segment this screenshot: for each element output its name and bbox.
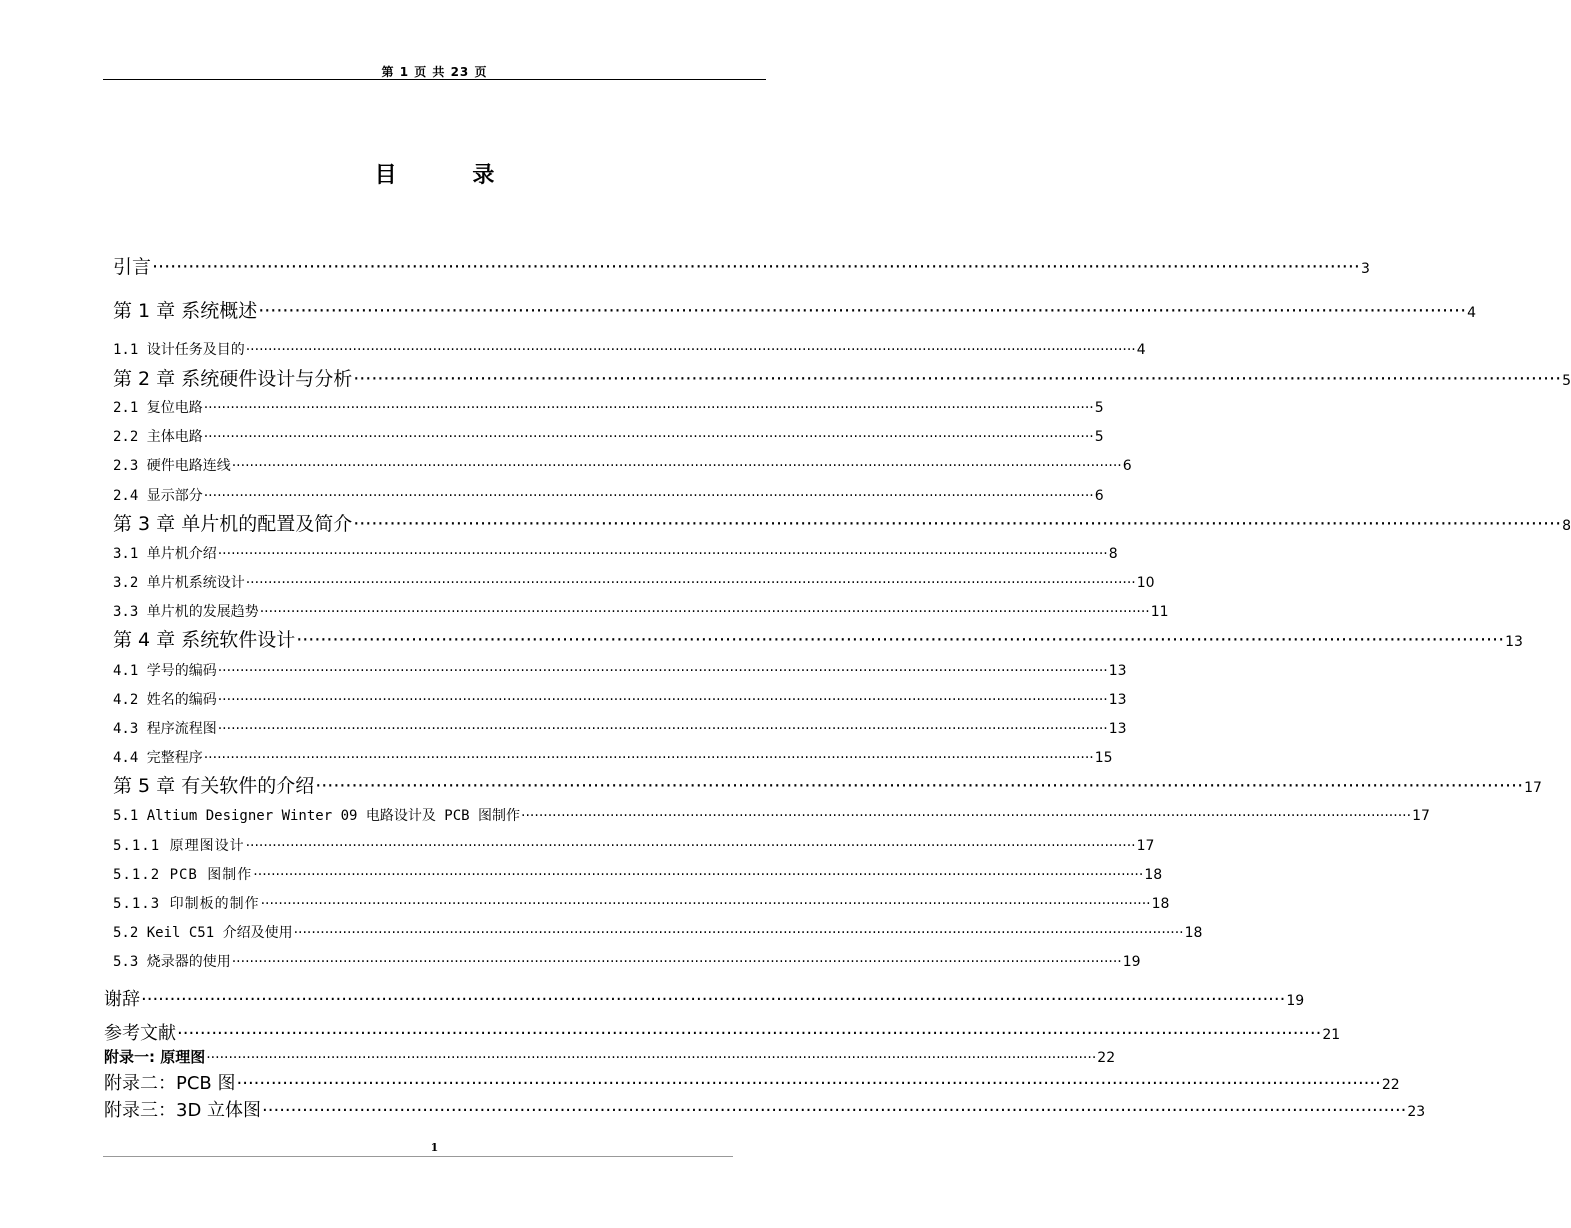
toc-leader-dots: ········································································································································································································ (353, 513, 1562, 535)
toc-entry[interactable] (104, 1046, 1116, 1067)
toc-entry[interactable] (113, 747, 1113, 767)
toc-entry[interactable] (113, 455, 1132, 475)
toc-entry[interactable] (113, 426, 1104, 446)
toc-entry-label: 5.2 Keil C51 介绍及使用 (113, 925, 293, 941)
toc-entry-label: 第 3 章 单片机的配置及简介 (113, 513, 353, 535)
toc-entry-label: 4.2 姓名的编码 (113, 692, 217, 708)
toc-leader-dots: ········································································································································································································ (236, 1073, 1381, 1094)
toc-entry[interactable] (113, 922, 1203, 942)
toc-entry-label: 2.1 复位电路 (113, 400, 203, 416)
toc-entry[interactable] (113, 805, 1430, 825)
toc-leader-dots: ········································································································································································································ (259, 604, 1150, 620)
toc-entry-page: 5 (1094, 429, 1104, 445)
toc-entry[interactable] (104, 1019, 1341, 1045)
toc-entry-label: 4.1 学号的编码 (113, 663, 217, 679)
toc-leader-dots: ········································································································································································································ (521, 808, 1412, 824)
toc-leader-dots: ········································································································································································································ (253, 867, 1144, 883)
toc-leader-dots: ········································································································································································································ (203, 488, 1094, 504)
toc-entry-label: 附录二：PCB 图 (104, 1073, 236, 1094)
toc-leader-dots: ········································································································································································································ (315, 775, 1524, 797)
toc-entry[interactable] (113, 893, 1170, 913)
toc-entry-page: 4 (1467, 305, 1477, 321)
toc-leader-dots: ········································································································································································································ (245, 575, 1136, 591)
toc-leader-dots: ········································································································································································································ (231, 458, 1122, 474)
toc-entry-label: 参考文献 (104, 1023, 176, 1044)
toc-entry-page: 13 (1505, 634, 1523, 650)
toc-entry[interactable] (113, 835, 1155, 855)
toc-entry-page: 4 (1136, 342, 1146, 358)
toc-entry[interactable] (113, 543, 1118, 563)
toc-entry[interactable] (113, 951, 1141, 971)
toc-entry-label: 1.1 设计任务及目的 (113, 342, 245, 358)
toc-entry-label: 5.1.2 PCB 图制作 (113, 867, 253, 883)
toc-entry[interactable] (104, 985, 1305, 1011)
toc-entry-label: 3.2 单片机系统设计 (113, 575, 245, 591)
toc-leader-dots: ········································································································································································································ (262, 1100, 1407, 1121)
toc-entry[interactable] (113, 252, 1370, 279)
toc-leader-dots: ········································································································································································································ (258, 300, 1467, 322)
toc-entry-page: 22 (1097, 1050, 1116, 1066)
toc-entry[interactable] (113, 689, 1127, 709)
toc-leader-dots: ········································································································································································································ (217, 663, 1108, 679)
toc-entry-label: 附录一: 原理图 (104, 1048, 206, 1066)
toc-entry[interactable] (113, 864, 1163, 884)
footer-divider (103, 1156, 733, 1157)
toc-leader-dots: ········································································································································································································ (203, 429, 1094, 445)
toc-entry[interactable] (113, 296, 1477, 323)
toc-entry[interactable] (113, 572, 1155, 592)
toc-leader-dots: ········································································································································································································ (245, 838, 1136, 854)
toc-leader-dots: ········································································································································································································ (293, 925, 1184, 941)
toc-entry-label: 5.1.3 印制板的制作 (113, 896, 260, 912)
toc-entry-page: 8 (1562, 518, 1571, 534)
toc-entry-page: 15 (1094, 750, 1113, 766)
toc-entry-label: 2.4 显示部分 (113, 488, 203, 504)
toc-leader-dots: ········································································································································································································ (245, 342, 1136, 358)
toc-leader-dots: ········································································································································································································ (203, 400, 1094, 416)
toc-entry-page: 5 (1094, 400, 1104, 416)
toc-entry-page: 13 (1108, 692, 1127, 708)
toc-entry-label: 第 1 章 系统概述 (113, 300, 258, 322)
toc-entry-label: 4.3 程序流程图 (113, 721, 217, 737)
toc-entry-page: 13 (1108, 721, 1127, 737)
toc-entry[interactable] (113, 485, 1104, 505)
toc-leader-dots: ········································································································································································································ (217, 721, 1108, 737)
toc-entry[interactable] (113, 601, 1169, 621)
toc-entry-label: 附录三：3D 立体图 (104, 1100, 262, 1121)
toc-entry-page: 17 (1136, 838, 1155, 854)
toc-entry-label: 3.3 单片机的发展趋势 (113, 604, 259, 620)
toc-entry-label: 第 5 章 有关软件的介绍 (113, 775, 315, 797)
toc-entry-page: 11 (1150, 604, 1169, 620)
toc-entry-page: 3 (1360, 261, 1370, 277)
toc-entry-page: 6 (1094, 488, 1104, 504)
toc-entry-page: 8 (1108, 546, 1118, 562)
toc-title: 目 录 (374, 163, 529, 188)
toc-entry-page: 13 (1108, 663, 1127, 679)
toc-entry-page: 18 (1184, 925, 1203, 941)
toc-leader-dots: ········································································································································································································ (353, 368, 1562, 390)
toc-entry[interactable] (113, 509, 1571, 536)
toc-entry-label: 2.3 硬件电路连线 (113, 458, 231, 474)
toc-entry-page: 23 (1407, 1104, 1426, 1120)
toc-entry-page: 19 (1286, 993, 1305, 1009)
toc-entry[interactable] (113, 397, 1104, 417)
toc-leader-dots: ········································································································································································································ (260, 896, 1151, 912)
toc-entry-page: 18 (1144, 867, 1163, 883)
toc-entry[interactable] (113, 771, 1542, 798)
toc-entry[interactable] (113, 625, 1523, 652)
toc-entry[interactable] (104, 1096, 1426, 1122)
toc-leader-dots: ········································································································································································································ (296, 629, 1505, 651)
toc-entry[interactable] (113, 339, 1146, 359)
toc-leader-dots: ········································································································································································································ (231, 954, 1122, 970)
toc-entry-label: 5.1 Altium Designer Winter 09 电路设计及 PCB 图制作 (113, 808, 521, 824)
toc-leader-dots: ········································································································································································································ (152, 256, 1360, 278)
toc-entry-label: 第 4 章 系统软件设计 (113, 629, 296, 651)
toc-entry-page: 22 (1381, 1077, 1400, 1093)
toc-entry-label: 2.2 主体电路 (113, 429, 203, 445)
toc-leader-dots: ········································································································································································································ (206, 1050, 1097, 1066)
toc-entry-page: 18 (1151, 896, 1170, 912)
toc-entry-label: 引言 (113, 256, 152, 278)
toc-entry[interactable] (113, 718, 1127, 738)
toc-entry-page: 10 (1136, 575, 1155, 591)
page-header: 第 1 页 共 23 页 (381, 65, 488, 79)
toc-entry-label: 5.1.1 原理图设计 (113, 838, 245, 854)
toc-entry-page: 17 (1524, 780, 1542, 796)
toc-entry-label: 谢辞 (104, 989, 140, 1010)
toc-entry-label: 第 2 章 系统硬件设计与分析 (113, 368, 353, 390)
toc-entry-label: 3.1 单片机介绍 (113, 546, 217, 562)
toc-leader-dots: ········································································································································································································ (217, 692, 1108, 708)
toc-entry[interactable] (113, 364, 1571, 391)
toc-entry-page: 5 (1562, 373, 1571, 389)
toc-leader-dots: ········································································································································································································ (141, 989, 1286, 1010)
toc-entry[interactable] (104, 1069, 1400, 1095)
page-number: 1 (430, 1141, 439, 1154)
toc-entry-page: 6 (1122, 458, 1132, 474)
toc-leader-dots: ········································································································································································································ (177, 1023, 1322, 1044)
toc-entry-page: 17 (1412, 808, 1430, 824)
toc-leader-dots: ········································································································································································································ (203, 750, 1094, 766)
toc-entry-page: 21 (1322, 1027, 1341, 1043)
toc-entry-label: 4.4 完整程序 (113, 750, 203, 766)
toc-entry-label: 5.3 烧录器的使用 (113, 954, 231, 970)
toc-entry-page: 19 (1122, 954, 1141, 970)
toc-leader-dots: ········································································································································································································ (217, 546, 1108, 562)
toc-entry[interactable] (113, 660, 1127, 680)
